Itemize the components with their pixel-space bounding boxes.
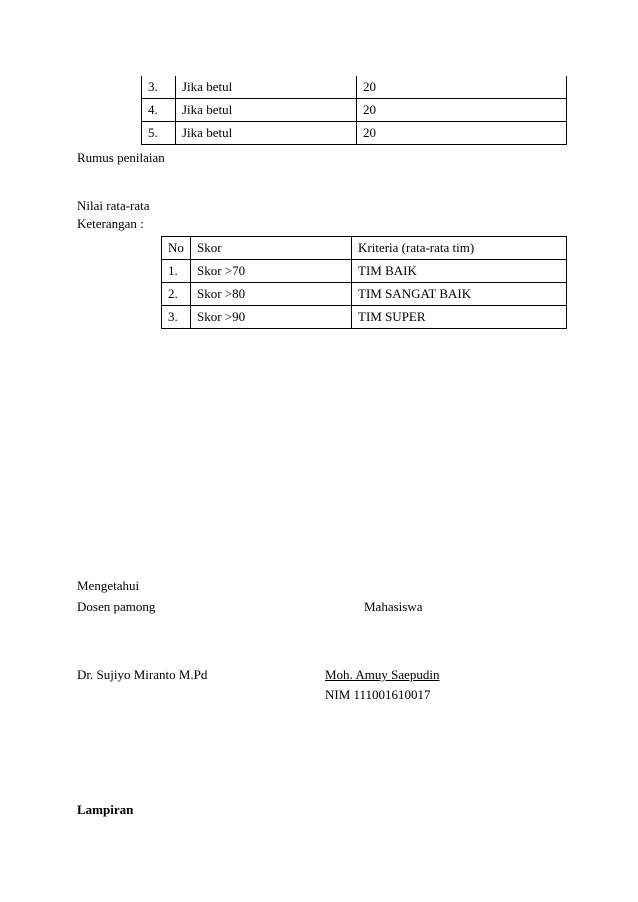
criteria-table: [161, 236, 567, 329]
row-number: 5.: [142, 122, 176, 145]
header-kriteria: Kriteria (rata-rata tim): [352, 237, 567, 260]
row-item: Jika betul: [176, 122, 357, 145]
keterangan-label: Keterangan :: [77, 216, 144, 231]
lampiran-heading: Lampiran: [77, 802, 134, 817]
mengetahui-label: Mengetahui: [77, 578, 140, 593]
row-score: 20: [357, 76, 567, 99]
left-signer-name: Dr. Sujiyo Miranto M.Pd: [77, 667, 208, 682]
row-skor: Skor >70: [191, 260, 352, 283]
row-kriteria: TIM BAIK: [352, 260, 567, 283]
row-number: 1.: [162, 260, 191, 283]
rumus-label: Rumus penilaian: [77, 150, 165, 165]
right-signer-name: Moh. Amuy Saepudin: [325, 667, 440, 682]
row-number: 3.: [162, 306, 191, 329]
row-number: 4.: [142, 99, 176, 122]
table-row: [162, 306, 567, 329]
table-row: [162, 283, 567, 306]
header-no: No: [162, 237, 191, 260]
row-kriteria: TIM SUPER: [352, 306, 567, 329]
row-item: Jika betul: [176, 99, 357, 122]
header-skor: Skor: [191, 237, 352, 260]
row-score: 20: [357, 122, 567, 145]
table-row: [142, 122, 567, 145]
nilai-label: Nilai rata-rata: [77, 198, 150, 213]
table-header-row: [162, 237, 567, 260]
row-item: Jika betul: [176, 76, 357, 99]
row-score: 20: [357, 99, 567, 122]
row-number: 3.: [142, 76, 176, 99]
right-signer-nim: NIM 111001610017: [325, 687, 431, 702]
row-kriteria: TIM SANGAT BAIK: [352, 283, 567, 306]
row-number: 2.: [162, 283, 191, 306]
left-signer-title: Dosen pamong: [77, 599, 156, 614]
right-signer-title: Mahasiswa: [364, 599, 423, 614]
table-row: [162, 260, 567, 283]
table-row: [142, 99, 567, 122]
score-table: [141, 76, 567, 145]
row-skor: Skor >80: [191, 283, 352, 306]
row-skor: Skor >90: [191, 306, 352, 329]
table-row: [142, 76, 567, 99]
